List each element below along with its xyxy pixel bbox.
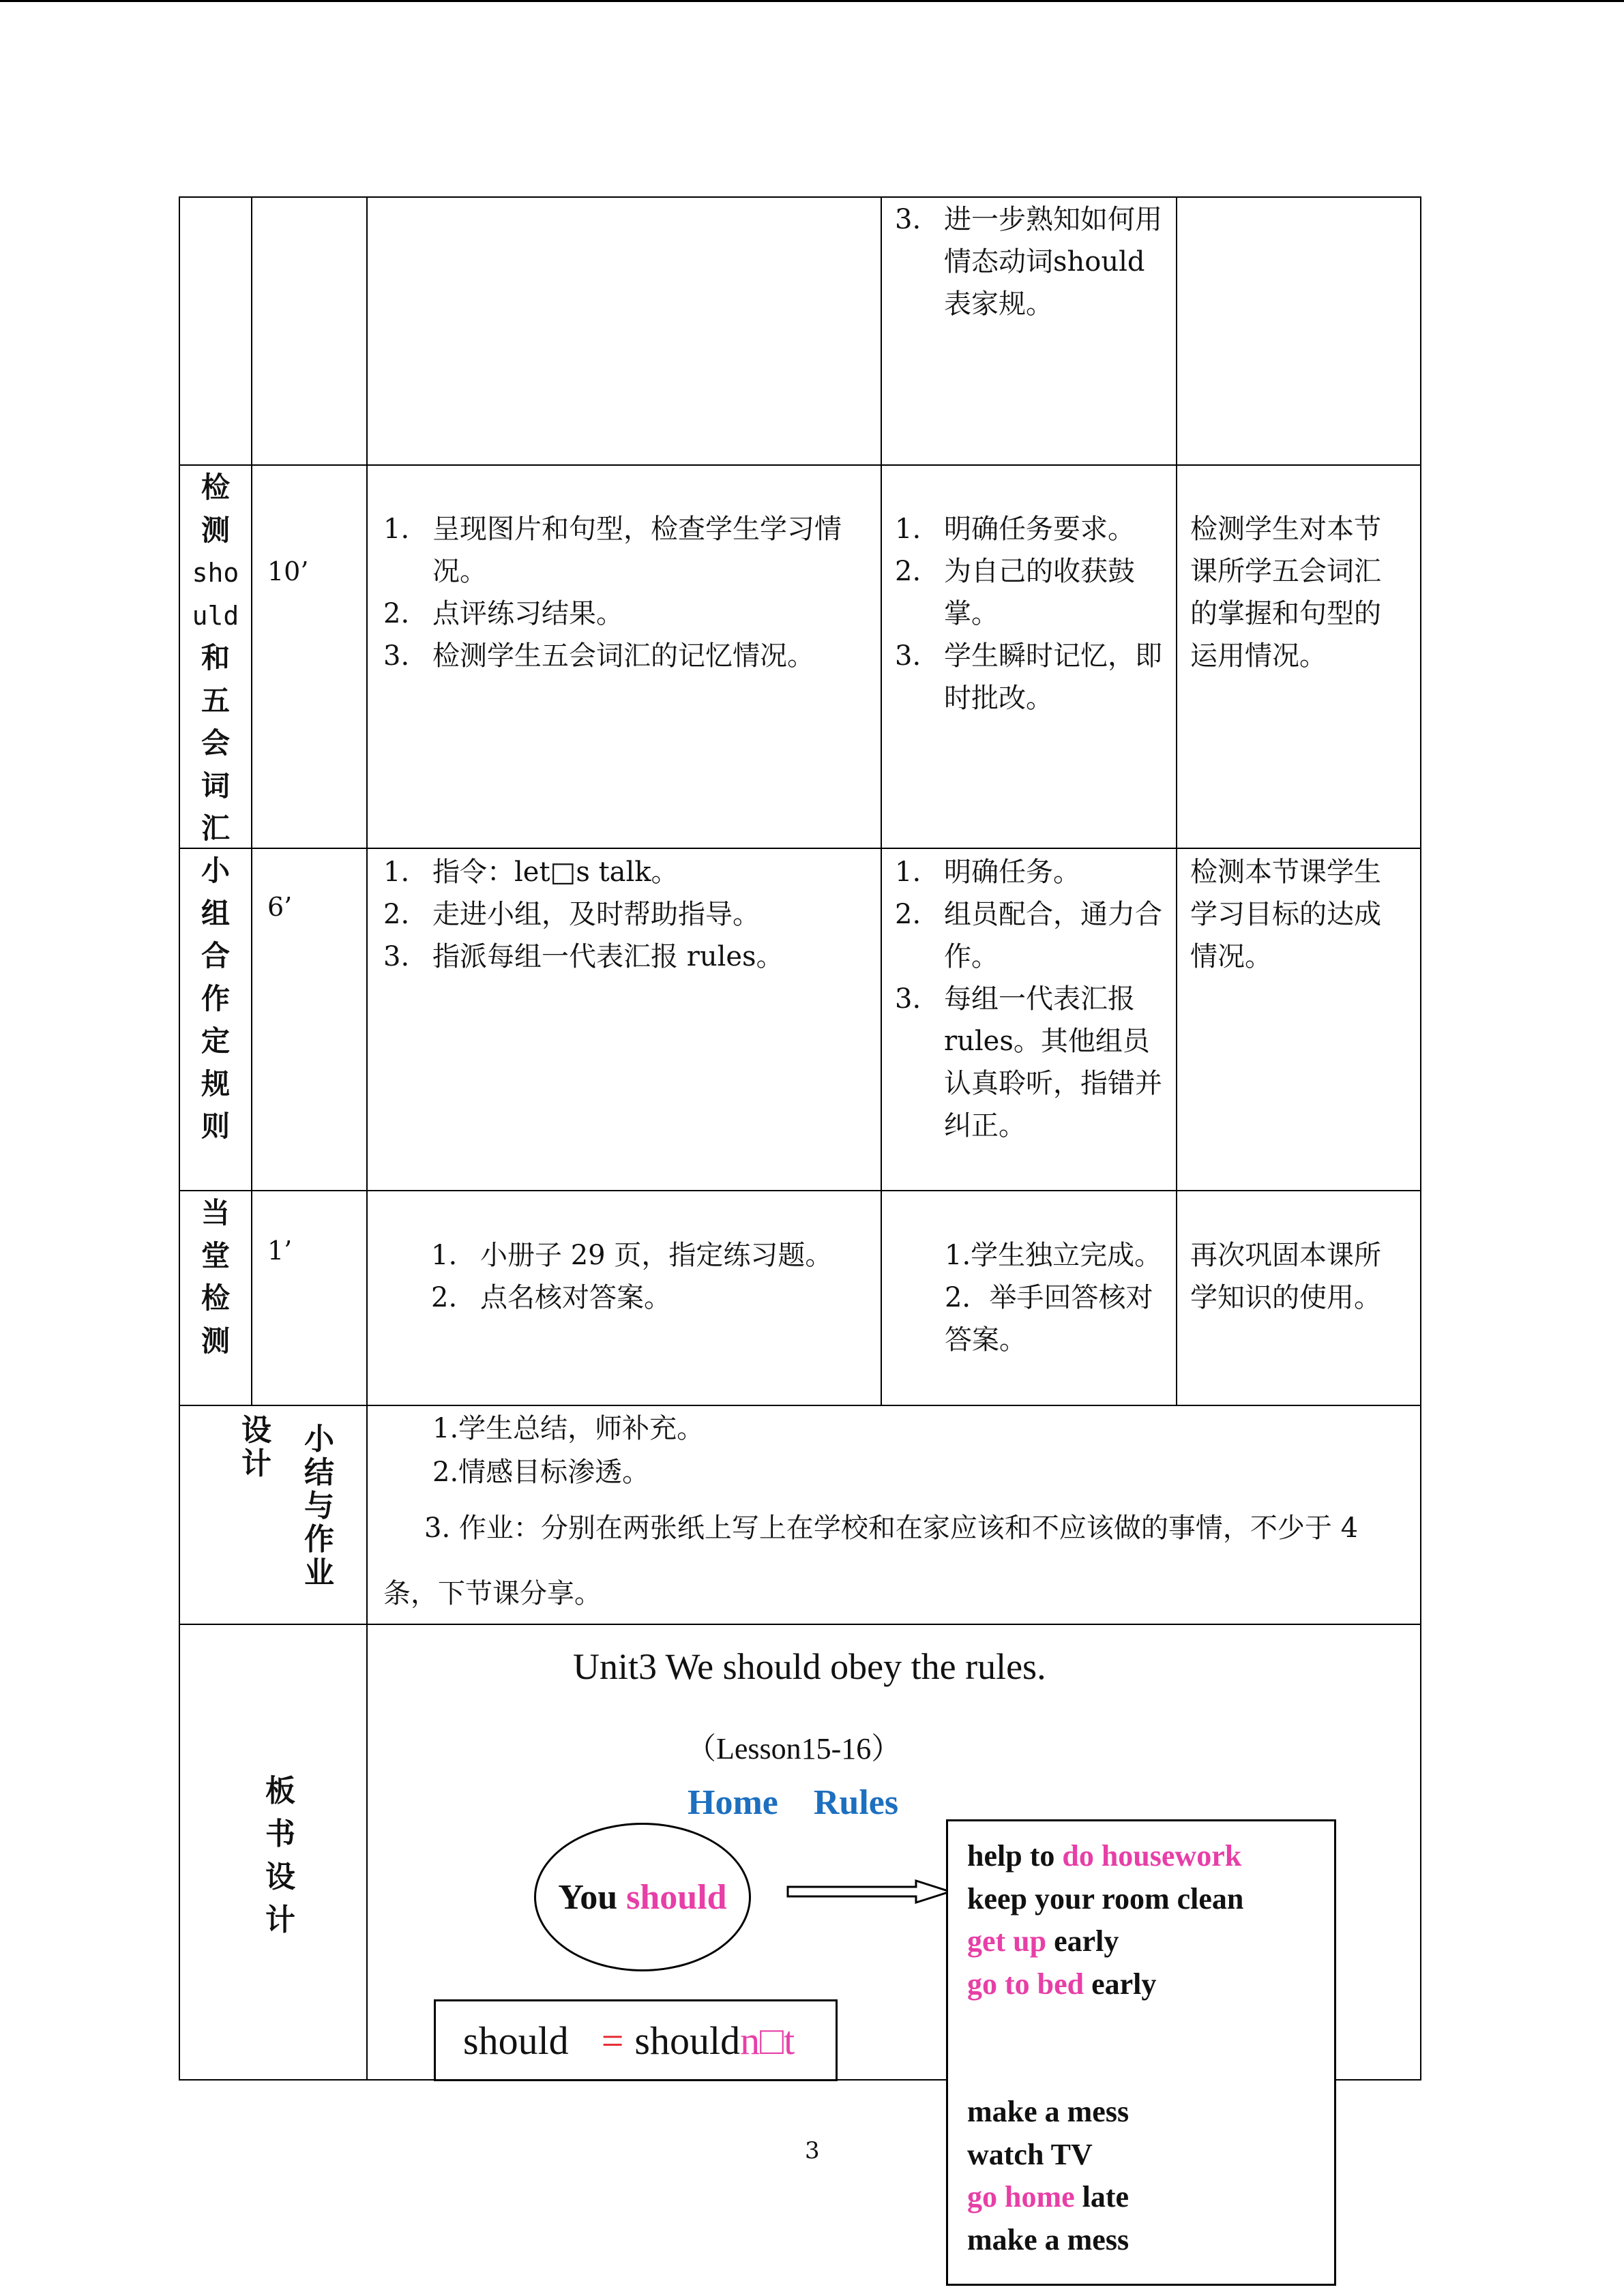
summary-homework-line: 3. 作业：分别在两张纸上写上在学校和在家应该和不应该做的事情，不少于 4条，下节课分享。 <box>383 1512 1359 1609</box>
rule-line: help to do housework <box>967 1839 1242 1873</box>
list-item: 1. 呈现图片和句型，检查学生学习情况。 <box>383 513 842 587</box>
row4-design-intent: 再次巩固本课所学知识的使用。 <box>1190 1240 1381 1313</box>
row3-student-activities <box>895 851 1168 1147</box>
row3-time: 6’ <box>267 892 293 922</box>
summary-line: 1.学生总结，师补充。 <box>432 1413 705 1444</box>
row2-student-activities <box>895 508 1168 719</box>
row4-teacher-activities <box>431 1234 868 1319</box>
board-heading <box>688 1783 898 1823</box>
should-right-text: should <box>634 2018 741 2063</box>
summary-label-homework: 小 结 与 作 业 <box>304 1422 334 1590</box>
rule-line: make a mess <box>967 2095 1130 2128</box>
should-shouldnt-box <box>434 1999 838 2081</box>
arrow-icon <box>786 1878 954 1905</box>
row4-student-activities <box>945 1234 1170 1361</box>
summary-content <box>383 1407 1406 1626</box>
nt-suffix-text: n□t <box>740 2018 795 2063</box>
list-item: 2. 点评练习结果。 <box>383 598 623 629</box>
list-item: 3. 进一步熟知如何用情态动词should 表家规。 <box>895 204 1162 320</box>
list-item: 3. 检测学生五会词汇的记忆情况。 <box>383 640 814 672</box>
list-item: 2. 走进小组，及时帮助指导。 <box>383 899 760 930</box>
board-label: 板 书 设 计 <box>265 1774 295 1937</box>
you-text: You <box>558 1877 618 1917</box>
rule-line: keep your room clean <box>967 1881 1244 1915</box>
board-heading-home: Home <box>688 1783 778 1822</box>
row3-stage-label: 小 组 合 作 定 规 则 <box>201 854 230 1143</box>
list-item: 2．举手回答核对答案。 <box>945 1282 1153 1356</box>
rule-line: make a mess <box>967 2222 1130 2256</box>
rule-line: get up early <box>967 1924 1119 1958</box>
list-item: 3. 学生瞬时记忆，即时批改。 <box>895 640 1162 714</box>
board-subtitle: （Lesson15-16） <box>686 1732 902 1765</box>
board-title: Unit3 We should obey the rules. <box>573 1646 1046 1687</box>
list-item: 2. 组员配合，通力合作。 <box>895 899 1162 972</box>
rules-box <box>946 1819 1336 2286</box>
rule-line: watch TV <box>967 2137 1093 2171</box>
summary-line: 2.情感目标渗透。 <box>432 1457 650 1488</box>
row2-time: 10’ <box>267 556 309 586</box>
board-heading-rules: Rules <box>813 1783 899 1822</box>
should-text: should <box>626 1877 727 1917</box>
row1-student-activities <box>895 198 1168 325</box>
page-number: 3 <box>805 2137 820 2164</box>
list-item: 3. 指派每组一代表汇报 rules。 <box>383 941 784 972</box>
list-item: 1. 明确任务要求。 <box>895 513 1135 545</box>
rule-line: go home late <box>967 2180 1130 2213</box>
summary-label-design: 设 计 <box>241 1413 271 1481</box>
row2-stage-label: 检 测 sho uld 和 五 会 词 汇 <box>192 471 239 845</box>
you-should-ellipse <box>534 1823 751 1971</box>
list-item: 1. 小册子 29 页，指定练习题。 <box>431 1240 833 1271</box>
rule-line: go to bed early <box>967 1967 1157 2001</box>
list-item: 2. 点名核对答案。 <box>431 1282 671 1313</box>
row4-time: 1’ <box>267 1236 293 1266</box>
list-item: 3. 每组一代表汇报rules。其他组员认真聆听，指错并纠正。 <box>895 983 1162 1142</box>
list-item: 2. 为自己的收获鼓掌。 <box>895 556 1135 629</box>
row4-stage-label: 当 堂 检 测 <box>201 1196 230 1358</box>
row2-design-intent: 检测学生对本节课所学五会词汇的掌握和句型的运用情况。 <box>1190 513 1381 672</box>
equals-sign: = <box>601 2018 624 2063</box>
list-item: 1. 指令：let□s talk。 <box>383 856 679 888</box>
row3-design-intent: 检测本节课学生学习目标的达成情况。 <box>1190 856 1381 972</box>
top-border-line <box>0 0 1624 2</box>
should-left-text: should <box>463 2018 569 2063</box>
list-item: 1. 明确任务。 <box>895 856 1080 888</box>
row3-teacher-activities <box>383 851 868 978</box>
list-item: 1.学生独立完成。 <box>945 1240 1162 1271</box>
row2-teacher-activities <box>383 508 868 677</box>
